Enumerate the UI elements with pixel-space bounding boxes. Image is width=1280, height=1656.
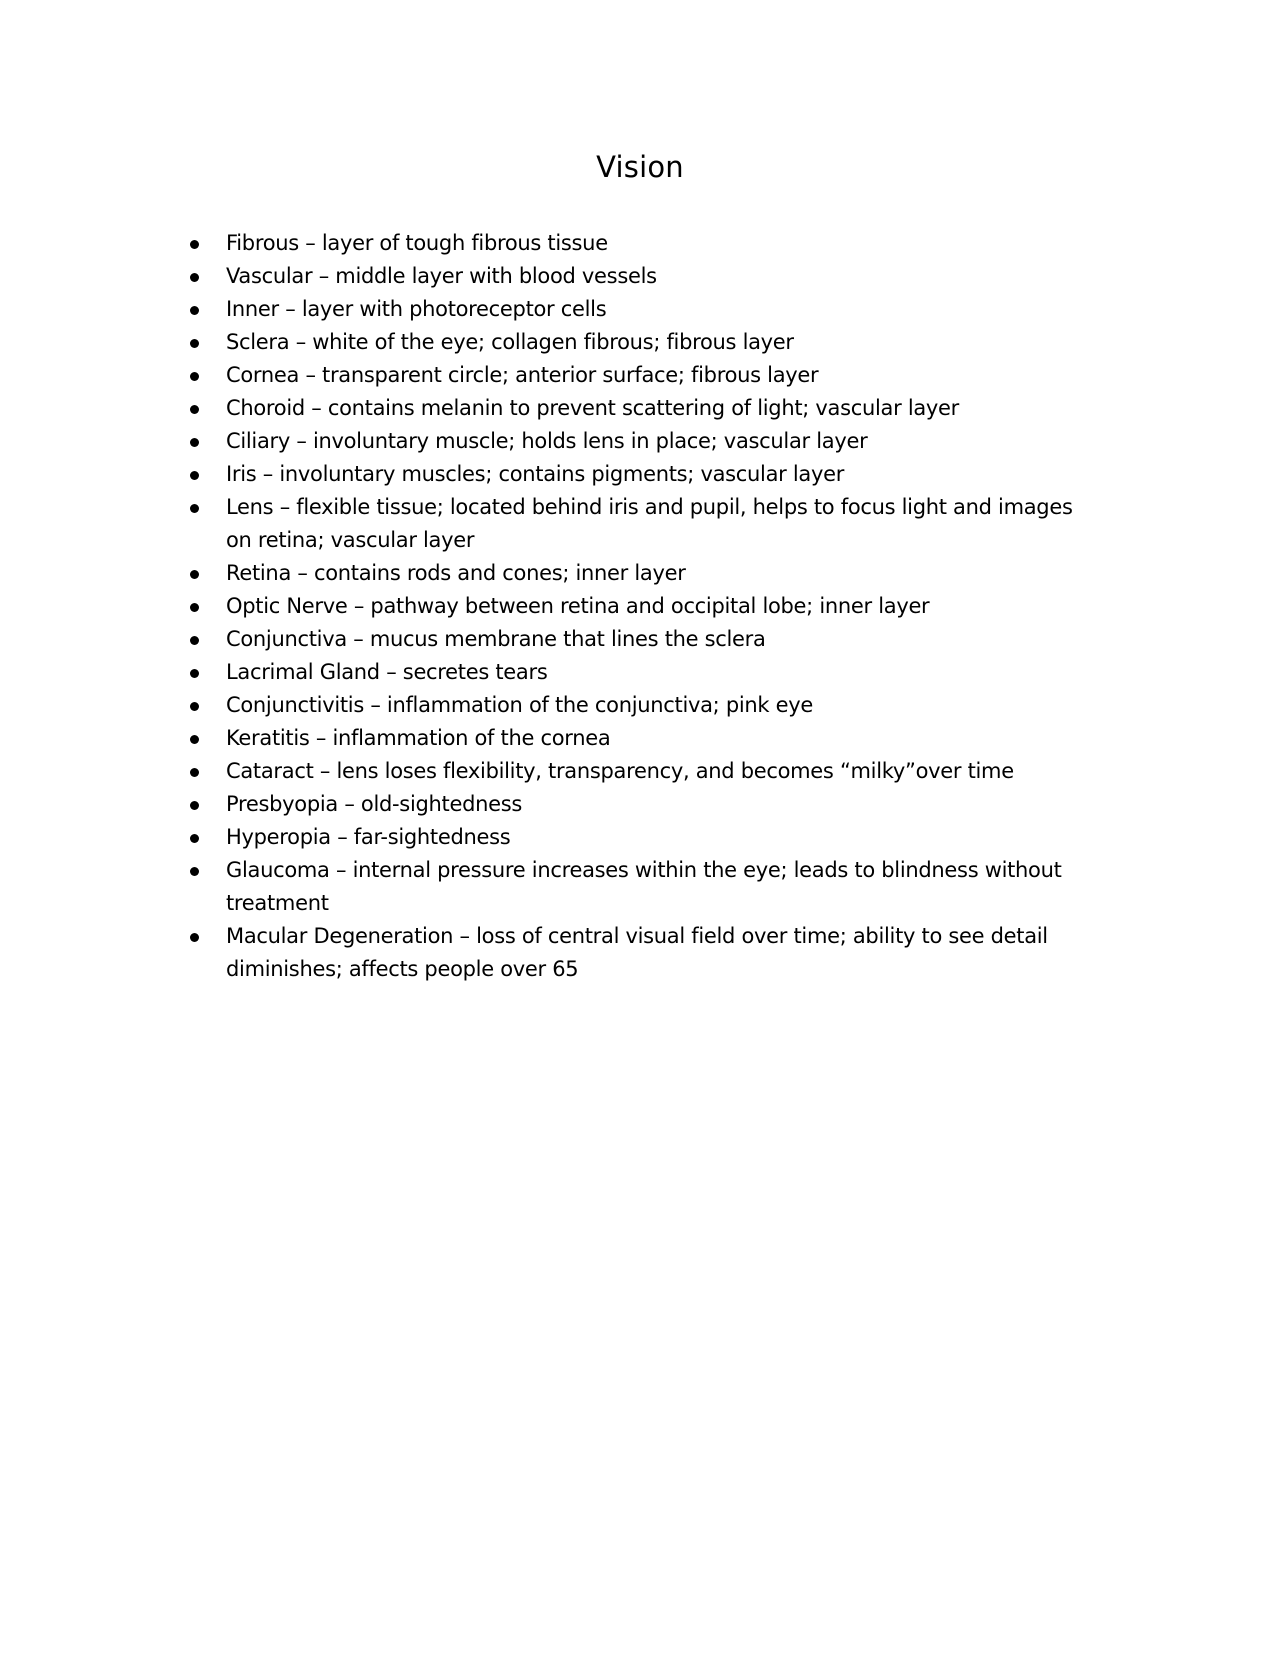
item-term: Conjunctivitis — [226, 693, 364, 717]
list-item: Inner – layer with photoreceptor cells — [185, 293, 1085, 326]
bullet-icon — [190, 273, 199, 282]
list-item: Hyperopia – far-sightedness — [185, 821, 1085, 854]
bullet-icon — [190, 372, 199, 381]
item-term: Glaucoma — [226, 858, 330, 882]
item-definition: involuntary muscles; contains pigments; vascular layer — [279, 462, 845, 486]
item-definition: layer with photoreceptor cells — [301, 297, 607, 321]
item-definition: inflammation of the cornea — [332, 726, 611, 750]
bullet-icon — [190, 933, 199, 942]
bullet-icon — [190, 669, 199, 678]
bullet-icon — [190, 603, 199, 612]
item-term: Hyperopia — [226, 825, 331, 849]
item-definition: lens loses flexibility, transparency, and becomes “milky”over time — [336, 759, 1014, 783]
list-item: Cataract – lens loses flexibility, transparency, and becomes “milky”over time — [185, 755, 1085, 788]
item-definition: transparent circle; anterior surface; fibrous layer — [322, 363, 819, 387]
item-definition: layer of tough fibrous tissue — [321, 231, 608, 255]
item-definition: inflammation of the conjunctiva; pink eye — [386, 693, 813, 717]
bullet-icon — [190, 834, 199, 843]
item-definition: loss of central visual field over time; ability to see detail diminishes; affects people over 65 — [226, 924, 1048, 981]
list-item: Vascular – middle layer with blood vessels — [185, 260, 1085, 293]
bullet-icon — [190, 636, 199, 645]
bullet-icon — [190, 570, 199, 579]
item-definition: involuntary muscle; holds lens in place; vascular layer — [312, 429, 868, 453]
item-definition: white of the eye; collagen fibrous; fibrous layer — [312, 330, 794, 354]
bullet-icon — [190, 801, 199, 810]
item-term: Sclera — [226, 330, 290, 354]
item-term: Fibrous — [226, 231, 299, 255]
item-term: Lens — [226, 495, 274, 519]
item-definition: contains melanin to prevent scattering of light; vascular layer — [327, 396, 960, 420]
item-term: Retina — [226, 561, 292, 585]
list-item: Presbyopia – old-sightedness — [185, 788, 1085, 821]
item-definition: mucus membrane that lines the sclera — [369, 627, 766, 651]
list-item: Conjunctiva – mucus membrane that lines the sclera — [185, 623, 1085, 656]
term-list — [185, 227, 1085, 986]
item-definition: middle layer with blood vessels — [335, 264, 657, 288]
item-term: Ciliary — [226, 429, 290, 453]
list-item: Lens – flexible tissue; located behind iris and pupil, helps to focus light and images on retina; vascular layer — [185, 491, 1085, 557]
item-term: Cornea — [226, 363, 300, 387]
item-term: Presbyopia — [226, 792, 338, 816]
item-definition: pathway between retina and occipital lobe; inner layer — [370, 594, 930, 618]
list-item: Sclera – white of the eye; collagen fibrous; fibrous layer — [185, 326, 1085, 359]
list-item: Glaucoma – internal pressure increases within the eye; leads to blindness without treatment — [185, 854, 1085, 920]
item-term: Choroid — [226, 396, 305, 420]
bullet-icon — [190, 306, 199, 315]
list-item: Keratitis – inflammation of the cornea — [185, 722, 1085, 755]
list-item: Choroid – contains melanin to prevent scattering of light; vascular layer — [185, 392, 1085, 425]
item-term: Inner — [226, 297, 279, 321]
bullet-icon — [190, 471, 199, 480]
item-definition: secretes tears — [402, 660, 548, 684]
bullet-icon — [190, 438, 199, 447]
list-item: Ciliary – involuntary muscle; holds lens in place; vascular layer — [185, 425, 1085, 458]
item-term: Cataract — [226, 759, 314, 783]
bullet-icon — [190, 735, 199, 744]
item-term: Vascular — [226, 264, 313, 288]
bullet-icon — [190, 405, 199, 414]
item-term: Keratitis — [226, 726, 310, 750]
item-definition: far-sightedness — [353, 825, 511, 849]
item-definition: internal pressure increases within the eye; leads to blindness without treatment — [226, 858, 1062, 915]
bullet-icon — [190, 867, 199, 876]
item-term: Lacrimal Gland — [226, 660, 380, 684]
bullet-icon — [190, 768, 199, 777]
item-term: Optic Nerve — [226, 594, 348, 618]
bullet-icon — [190, 240, 199, 249]
item-term: Conjunctiva — [226, 627, 347, 651]
list-item: Retina – contains rods and cones; inner layer — [185, 557, 1085, 590]
bullet-icon — [190, 339, 199, 348]
bullet-icon — [190, 702, 199, 711]
page-title: Vision — [596, 150, 684, 184]
list-item: Macular Degeneration – loss of central visual field over time; ability to see detail diminishes; affects people over 65 — [185, 920, 1085, 986]
item-definition: flexible tissue; located behind iris and pupil, helps to focus light and images on retina; vascular layer — [226, 495, 1073, 552]
item-term: Macular Degeneration — [226, 924, 454, 948]
item-definition: contains rods and cones; inner layer — [313, 561, 686, 585]
list-item: Lacrimal Gland – secretes tears — [185, 656, 1085, 689]
list-item: Cornea – transparent circle; anterior surface; fibrous layer — [185, 359, 1085, 392]
list-item: Fibrous – layer of tough fibrous tissue — [185, 227, 1085, 260]
list-item: Conjunctivitis – inflammation of the conjunctiva; pink eye — [185, 689, 1085, 722]
bullet-icon — [190, 504, 199, 513]
list-item: Iris – involuntary muscles; contains pigments; vascular layer — [185, 458, 1085, 491]
item-term: Iris — [226, 462, 257, 486]
list-item: Optic Nerve – pathway between retina and occipital lobe; inner layer — [185, 590, 1085, 623]
item-definition: old-sightedness — [360, 792, 523, 816]
